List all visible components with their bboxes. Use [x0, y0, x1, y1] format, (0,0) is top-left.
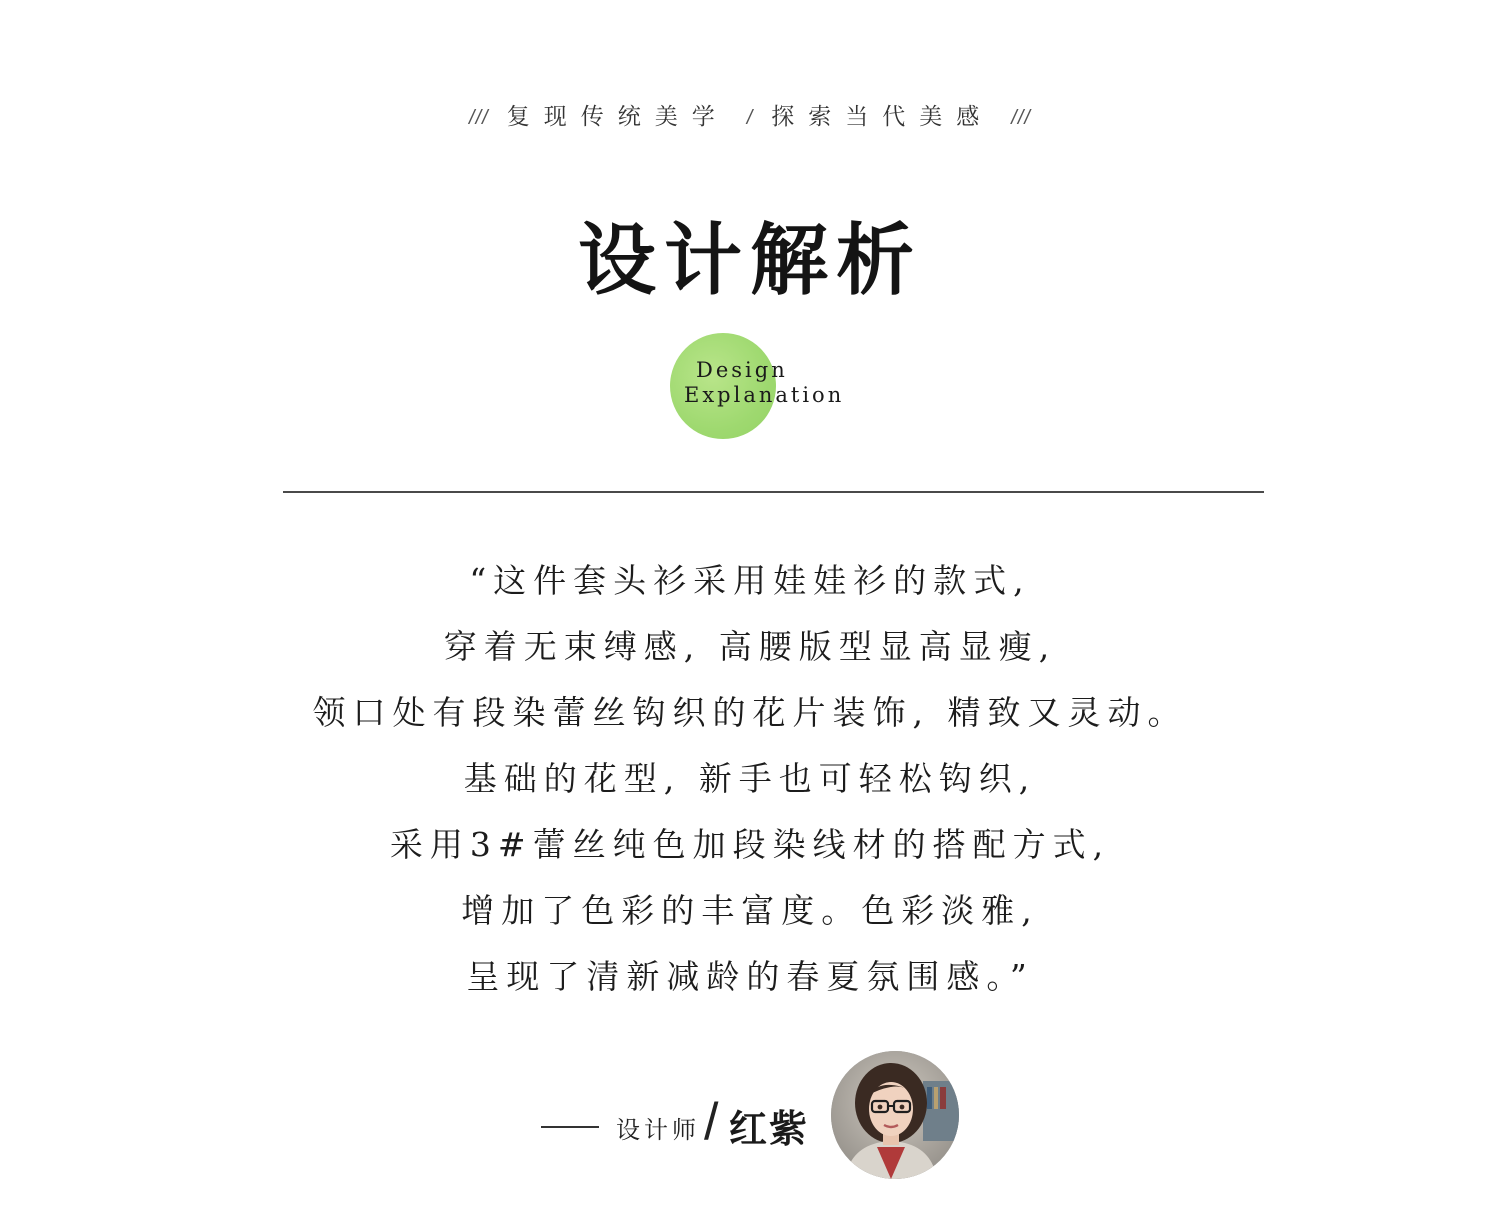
- quote-line: “这件套头衫采用娃娃衫的款式,: [469, 561, 1031, 600]
- section-divider: [283, 491, 1264, 493]
- quote-line: 增加了色彩的丰富度。色彩淡雅,: [461, 891, 1039, 930]
- subtitle-english: [684, 358, 844, 408]
- quote-line: 领口处有段染蕾丝钩织的花片装饰, 精致又灵动。: [312, 693, 1188, 732]
- signature-slash: /: [704, 1093, 719, 1151]
- design-quote: [0, 548, 1500, 1010]
- tagline-slash-left: ///: [469, 107, 489, 129]
- quote-line: 基础的花型, 新手也可轻松钩织,: [463, 759, 1037, 798]
- designer-name: 红紫: [729, 1106, 810, 1151]
- subtitle-line-2: Explanation: [684, 383, 845, 407]
- top-tagline: [0, 98, 1500, 131]
- quote-line: 采用3#蕾丝纯色加段染线材的搭配方式,: [389, 825, 1111, 864]
- tagline-slash-right: ///: [1011, 107, 1031, 129]
- tagline-part-1: 复现传统美学: [506, 104, 729, 130]
- tagline-part-2: 探索当代美感: [771, 104, 994, 130]
- quote-line: 穿着无束缚感, 高腰版型显高显瘦,: [443, 627, 1057, 666]
- signature-dash: [541, 1126, 599, 1128]
- quote-line: 呈现了清新减龄的春夏氛围感。”: [466, 957, 1034, 996]
- designer-role: 设计师: [616, 1116, 700, 1144]
- designer-avatar: [831, 1051, 959, 1179]
- page-title: 设计解析: [577, 215, 922, 306]
- avatar-portrait-icon: [831, 1051, 959, 1179]
- subtitle-line-1: Design: [696, 358, 788, 382]
- tagline-slash-mid: /: [746, 107, 754, 129]
